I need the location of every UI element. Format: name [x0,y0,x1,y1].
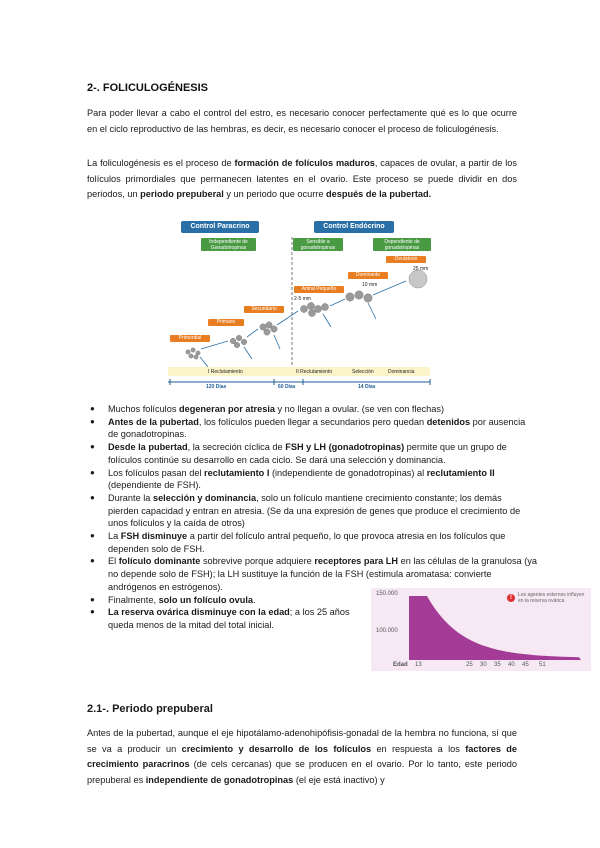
days-14: 14 Días [358,384,376,390]
box-dependent: Dependiente de gonadotropinas [373,238,431,251]
x-tick-label: 25 [466,662,473,668]
stage-small-antral: Antral Pequeño [294,286,344,293]
list-item: ● La FSH disminuye a partir del folículo antral pequeño, lo que provoca atresia en los folículos que dependen solo de FSH. [90,530,530,555]
list-item: ● El folículo dominante sobrevive porque adquiere receptores para LH en las células de la granulosa (ya no depende solo de FSH); la LH sustituye la función de la FSH (estimula aromatasa: convierte andrógenos en estrógenos). [90,555,538,593]
phase-selection: Selección [352,369,374,375]
x-tick-label: 51 [539,662,546,668]
x-tick-label: 40 [508,662,515,668]
stage-ovulatory: Ovulatorio [386,256,426,263]
box-independent: Independiente de Gonadotropinas [201,238,256,251]
list-item: ● La reserva ovárica disminuye con la edad; a los 25 años queda menos de la mitad del total inicial. [90,606,373,631]
list-item: ● Muchos folículos degeneran por atresia y no llegan a ovular. (se ven con flechas) [90,403,530,416]
definition-paragraph: La foliculogénesis es el proceso de formación de folículos maduros, capaces de ovular, a partir de los folículos primordiales que permanecen latentes en el ovario. Este proceso se puede dividir en dos periodos, un periodo prepuberal y un periodo que ocurre después de la pubertad. [87,158,517,199]
x-tick-label: 35 [494,662,501,668]
stage-secondary: Secundario [244,306,284,313]
list-item: ● Desde la pubertad, la secreción cíclica de FSH y LH (gonadotropinas) permite que un grupo de folículos continúe su desarrollo en cada ciclo. Se dará una selección y dominancia. [90,441,530,466]
stage-dominant: Dominante [348,272,388,279]
list-item: ● Los folículos pasan del reclutamiento I (independiente de gonadotropinas) al reclutamiento II (dependiente de FSH). [90,467,530,492]
size-dominant: 10 mm [362,282,378,288]
header-endocrine: Control Endócrino [314,221,394,233]
folliculogenesis-diagram [168,219,438,391]
phase-recruitment-2: II Reclutamiento [296,369,333,375]
subsection-heading: 2.1-. Periodo prepuberal [87,703,213,715]
list-item: ● Durante la selección y dominancia, solo un folículo mantiene crecimiento constante; los demás pierden capacidad y entran en atresia. (Se da una expresión de genes que produce el crecimiento de unos folículos y la caída de otros) [90,492,530,530]
y-tick-top: 150.000 [376,591,398,597]
warning-icon: ! [507,594,515,602]
prepuberal-paragraph: Antes de la pubertad, aunque el eje hipotálamo-adenohipófisis-gonadal de la hembra no funciona, sí que se va a producir un crecimiento y desarrollo de los folículos en respuesta a los factores de crecimiento paracrinos (de cels cercanas) que se producen en el ovario. Por lo tanto, este periodo prepuberal es independiente de gonadotropinas (el eje está inactivo) y [87,728,517,785]
stage-primordial: Primordial [170,335,210,342]
box-sensitive: Sensible a gonadotropinas [293,238,343,251]
x-tick-label: 45 [522,662,529,668]
header-paracrine: Control Paracrino [181,221,259,233]
section-heading: 2-. FOLICULOGÉNESIS [87,82,209,94]
days-60: 60 Días [278,384,296,390]
intro-paragraph: Para poder llevar a cabo el control del estro, es necesario conocer perfectamente qué es lo que ocurre en el ciclo reproductivo de las hembras, es decir, es necesario conocer el proceso de foliculogénesis. [87,108,517,134]
days-120: 120 Días [206,384,227,390]
follicle-clusters [186,270,427,359]
phase-recruitment-1: I Reclutamiento [208,369,243,375]
chart-note: Los agentes externos influyen en la reserva ovárica [518,592,585,604]
list-item: ● Finalmente, solo un folículo ovula. [90,594,373,607]
x-tick-label: 13 [415,662,422,668]
x-axis-label: Edad [393,662,408,668]
stage-primary: Primario [208,319,244,326]
size-antral: 2-5 mm [294,296,311,302]
x-tick-label: 30 [480,662,487,668]
size-ovulatory: 25 mm [413,266,429,272]
reserve-area [409,596,581,660]
list-item: ● Antes de la pubertad, los folículos pueden llegar a secundarios pero quedan detenidos por ausencia de gonadotropinas. [90,416,530,441]
phase-dominance: Dominancia [388,369,415,375]
ovarian-reserve-chart [371,588,591,671]
y-tick-mid: 100.000 [376,628,398,634]
